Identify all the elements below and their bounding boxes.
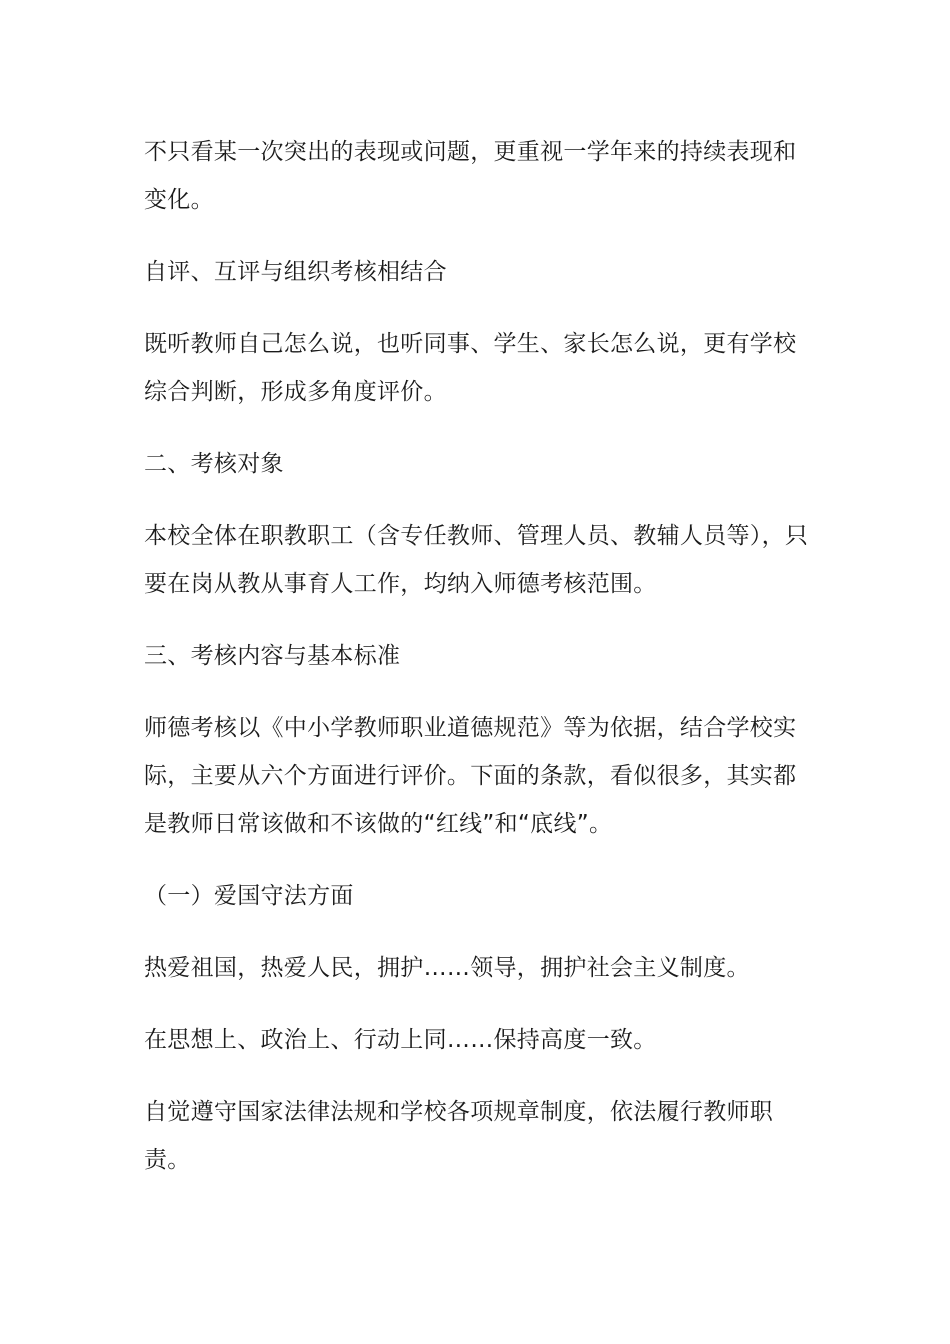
section-heading-content-standards: 三、考核内容与基本标准 [144, 643, 401, 669]
section-heading-assessment-target: 二、考核对象 [144, 451, 284, 477]
subsection-heading-patriotism-law: （一）爱国守法方面 [144, 883, 354, 909]
paragraph-assessment-scope: 本校全体在职教职工（含专任教师、管理人员、教辅人员等），只要在岗从教从事育人工作，均纳入师德考核范围。 [144, 523, 809, 597]
paragraph-obey-law: 自觉遵守国家法律法规和学校各项规章制度，依法履行教师职责。 [144, 1099, 774, 1173]
paragraph-heading-self-peer-review: 自评、互评与组织考核相结合 [144, 259, 447, 285]
paragraph-multi-angle-evaluation: 既听教师自己怎么说，也听同事、学生、家长怎么说，更有学校综合判断，形成多角度评价。 [144, 331, 797, 405]
paragraph-continuation: 不只看某一次突出的表现或问题，更重视一学年来的持续表现和变化。 [144, 139, 797, 213]
paragraph-love-country: 热爱祖国，热爱人民，拥护……领导，拥护社会主义制度。 [144, 955, 750, 981]
document-body [144, 128, 814, 1208]
paragraph-standards-basis: 师德考核以《中小学教师职业道德规范》等为依据，结合学校实际，主要从六个方面进行评价。下面的条款，看似很多，其实都是教师日常该做和不该做的“红线”和“底线”。 [144, 715, 797, 837]
paragraph-consistency: 在思想上、政治上、行动上同……保持高度一致。 [144, 1027, 657, 1053]
